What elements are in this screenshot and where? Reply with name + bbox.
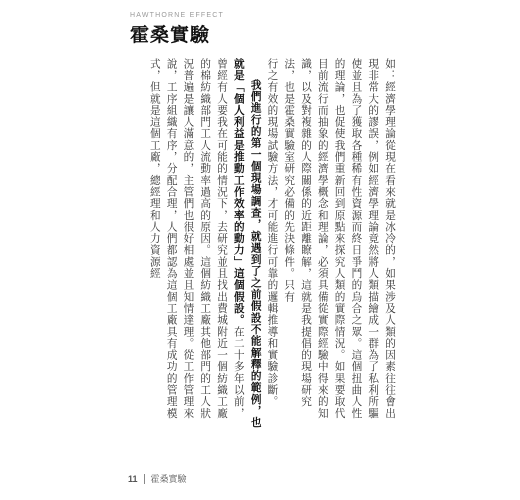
page-header bbox=[130, 12, 224, 47]
paragraph-3-emphasis: 我們進行的第一個現場調查，就遇到了之前假設不能解釋的範例，也就是「個人利益是推動工作效率的動力」這個假設。 bbox=[232, 58, 262, 429]
page-footer bbox=[128, 472, 187, 485]
paragraph-3 bbox=[146, 58, 264, 430]
running-title: 霍桑實驗 bbox=[150, 475, 187, 485]
footer-divider bbox=[144, 474, 145, 484]
paragraph-2: 行之有效的現場試驗方法，才可能進行可靠的邏輯推導和實驗診斷。 bbox=[266, 58, 279, 408]
body-text bbox=[128, 58, 398, 430]
paragraph-1: 如：經濟學理論從現在看來就是冰冷的，如果涉及人類的因素往往會出現非常大的謬誤，例如經濟學理論竟然將人類描繪成一群為了私利所驅使並且為了獲取各種稀有性資源而終日爭鬥的烏合之眾。這個扭曲人性的理論，也促使我們重新回到原點來探究人類的實際情況。如果要取代目前流行而抽象的經濟學概念和理論，必須具備從實際經驗中得來的知識，以及對複雜的人際關係的近距離瞭解，這就是我提倡的現場研究法，也是霍桑實驗室研究必備的先決條件。只有 bbox=[283, 58, 396, 420]
header-eyebrow: HAWTHORNE EFFECT bbox=[130, 12, 224, 19]
page-title: 霍桑實驗 bbox=[130, 24, 211, 46]
paragraph-3-text: 在二十多年以前，曾經有人要我在可能的情況下，去研究並且找出費城附近一個紡織工廠的棉紡織部門工人流動率過高的原因。這個紡織工廠其他部門的工人狀況普遍是讓人滿意的，主管們也很好相處並且知情達理。從工作管理來說，工序組織有序，分配合理，人們都認為這個工廠具有成功的管理模式，但就是這個工廠，總經理和人力資源經 bbox=[148, 58, 245, 420]
page-number: 11 bbox=[128, 473, 138, 484]
